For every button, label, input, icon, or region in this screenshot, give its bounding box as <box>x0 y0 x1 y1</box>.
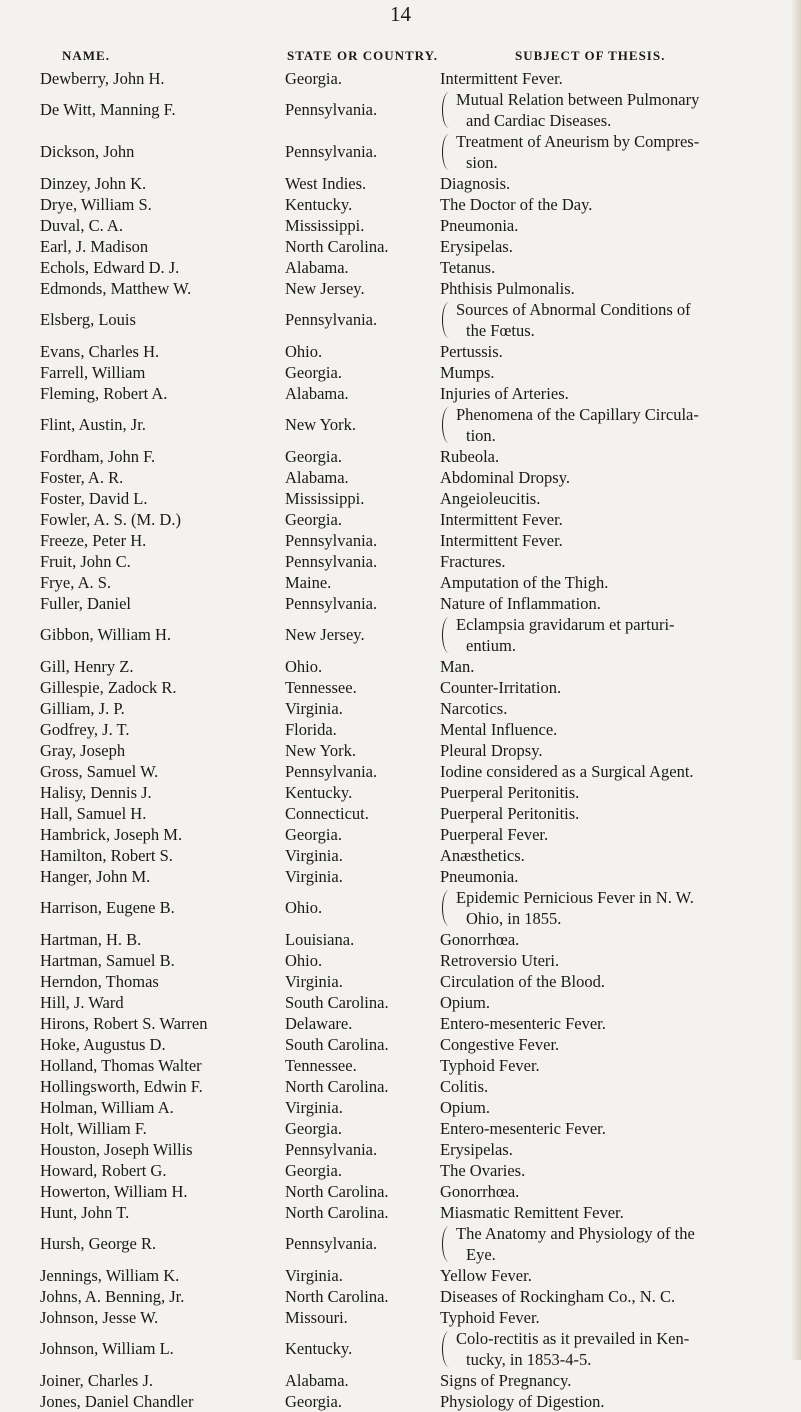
table-row <box>0 362 801 383</box>
thesis-subject <box>440 1034 790 1055</box>
student-name: Hamilton, Robert S. <box>40 846 173 865</box>
student-name: Hambrick, Joseph M. <box>40 825 183 844</box>
student-name: Fruit, John C. <box>40 552 131 571</box>
thesis-subject-line: Anæsthetics. <box>440 846 525 865</box>
student-name: Gilliam, J. P. <box>40 699 125 718</box>
thesis-subject <box>440 299 801 341</box>
student-name: Johnson, William L. <box>40 1339 174 1358</box>
table-row <box>0 131 801 173</box>
thesis-subject <box>440 362 790 383</box>
table-row <box>0 698 801 719</box>
thesis-subject-line: Eclampsia gravidarum et parturi- <box>456 615 675 634</box>
student-name: Holman, William A. <box>40 1098 174 1117</box>
table-row <box>0 89 801 131</box>
student-name: Echols, Edward D. J. <box>40 258 180 277</box>
student-name: Foster, David L. <box>40 489 148 508</box>
thesis-subject <box>440 677 790 698</box>
thesis-subject <box>440 236 790 257</box>
student-name: Hollingsworth, Edwin F. <box>40 1077 203 1096</box>
thesis-subject-line: Congestive Fever. <box>440 1035 560 1054</box>
table-row <box>0 68 801 89</box>
table-row <box>0 1160 801 1181</box>
thesis-subject-line: Opium. <box>440 993 490 1012</box>
table-row <box>0 866 801 887</box>
thesis-subject-line: Diseases of Rockingham Co., N. C. <box>440 1287 676 1306</box>
state-or-country: Georgia. <box>285 1119 342 1138</box>
column-header-name: NAME. <box>62 48 110 63</box>
thesis-subject-line: Intermittent Fever. <box>440 69 563 88</box>
table-row <box>0 824 801 845</box>
state-or-country: Tennessee. <box>285 1056 357 1075</box>
student-name: Frye, A. S. <box>40 573 112 592</box>
state-or-country: Pennsylvania. <box>285 552 378 571</box>
table-row <box>0 173 801 194</box>
thesis-subject <box>440 173 790 194</box>
student-name: Elsberg, Louis <box>40 310 136 329</box>
thesis-subject <box>440 698 790 719</box>
table-row <box>0 1055 801 1076</box>
register-table <box>0 68 801 1412</box>
thesis-subject-line: Angeioleucitis. <box>440 489 541 508</box>
thesis-subject <box>440 446 790 467</box>
student-name: Jennings, William K. <box>40 1266 180 1285</box>
student-name: Foster, A. R. <box>40 468 124 487</box>
table-row <box>0 488 801 509</box>
thesis-subject <box>440 68 790 89</box>
thesis-subject <box>440 341 790 362</box>
thesis-subject <box>440 530 790 551</box>
thesis-subject <box>440 1139 790 1160</box>
table-row <box>0 299 801 341</box>
thesis-subject <box>440 614 801 656</box>
thesis-subject <box>440 740 790 761</box>
table-row <box>0 1202 801 1223</box>
state-or-country: New York. <box>285 741 357 760</box>
student-name: De Witt, Manning F. <box>40 100 176 119</box>
table-row <box>0 656 801 677</box>
table-row <box>0 845 801 866</box>
thesis-subject-line: entium. <box>466 636 516 655</box>
state-or-country: Georgia. <box>285 69 342 88</box>
table-row <box>0 278 801 299</box>
student-name: Gibbon, William H. <box>40 625 172 644</box>
thesis-subject-line: Tetanus. <box>440 258 496 277</box>
table-row <box>0 551 801 572</box>
thesis-subject-line: Retroversio Uteri. <box>440 951 560 970</box>
state-or-country: Louisiana. <box>285 930 355 949</box>
student-name: Halisy, Dennis J. <box>40 783 152 802</box>
thesis-subject <box>440 215 790 236</box>
thesis-subject <box>440 950 790 971</box>
thesis-subject-line: Mutual Relation between Pulmonary <box>456 90 700 109</box>
thesis-subject-line: Counter-Irritation. <box>440 678 562 697</box>
state-or-country: Mississippi. <box>285 489 365 508</box>
thesis-subject <box>440 89 801 131</box>
thesis-subject-line: Colitis. <box>440 1077 489 1096</box>
thesis-subject-line: The Anatomy and Physiology of the <box>456 1224 695 1243</box>
state-or-country: Kentucky. <box>285 195 353 214</box>
state-or-country: Virginia. <box>285 1266 343 1285</box>
state-or-country: West Indies. <box>285 174 367 193</box>
student-name: Edmonds, Matthew W. <box>40 279 192 298</box>
thesis-subject-line: Typhoid Fever. <box>440 1056 540 1075</box>
table-row <box>0 1097 801 1118</box>
thesis-subject-line: Abdominal Dropsy. <box>440 468 571 487</box>
table-row <box>0 1223 801 1265</box>
thesis-subject-line: Phthisis Pulmonalis. <box>440 279 575 298</box>
thesis-subject <box>440 761 790 782</box>
table-row <box>0 572 801 593</box>
thesis-subject-line: Puerperal Peritonitis. <box>440 804 580 823</box>
thesis-subject <box>440 1370 790 1391</box>
thesis-subject <box>440 551 790 572</box>
thesis-subject <box>440 824 790 845</box>
table-row <box>0 1118 801 1139</box>
state-or-country: Georgia. <box>285 825 342 844</box>
state-or-country: Georgia. <box>285 1161 342 1180</box>
thesis-subject-line: Diagnosis. <box>440 174 511 193</box>
state-or-country: Missouri. <box>285 1308 348 1327</box>
state-or-country: Ohio. <box>285 657 323 676</box>
thesis-subject <box>440 1118 790 1139</box>
thesis-subject <box>440 131 801 173</box>
state-or-country: Alabama. <box>285 384 349 403</box>
state-or-country: Delaware. <box>285 1014 353 1033</box>
table-row <box>0 1391 801 1412</box>
thesis-subject <box>440 1391 790 1412</box>
state-or-country: Connecticut. <box>285 804 369 823</box>
state-or-country: Alabama. <box>285 258 349 277</box>
table-row <box>0 950 801 971</box>
student-name: Gray, Joseph <box>40 741 126 760</box>
state-or-country: Pennsylvania. <box>285 531 378 550</box>
table-row <box>0 1286 801 1307</box>
thesis-subject-line: Typhoid Fever. <box>440 1308 540 1327</box>
thesis-subject-line: Gonorrhœa. <box>440 930 520 949</box>
table-row <box>0 803 801 824</box>
student-name: Herndon, Thomas <box>40 972 159 991</box>
state-or-country: Alabama. <box>285 1371 349 1390</box>
state-or-country: Virginia. <box>285 972 343 991</box>
thesis-subject <box>440 803 790 824</box>
thesis-subject-line: Gonorrhœa. <box>440 1182 520 1201</box>
student-name: Hursh, George R. <box>40 1234 157 1253</box>
thesis-subject-line: and Cardiac Diseases. <box>466 111 612 130</box>
student-name: Hartman, H. B. <box>40 930 142 949</box>
table-row <box>0 341 801 362</box>
table-row <box>0 467 801 488</box>
state-or-country: Ohio. <box>285 898 323 917</box>
thesis-subject-line: Yellow Fever. <box>440 1266 532 1285</box>
thesis-subject <box>440 509 790 530</box>
state-or-country: Kentucky. <box>285 1339 353 1358</box>
state-or-country: North Carolina. <box>285 1287 389 1306</box>
thesis-subject-line: Fractures. <box>440 552 506 571</box>
thesis-subject-line: Pertussis. <box>440 342 503 361</box>
thesis-subject <box>440 1076 790 1097</box>
thesis-subject-line: Eye. <box>466 1245 496 1264</box>
thesis-subject-line: Narcotics. <box>440 699 508 718</box>
table-row <box>0 1034 801 1055</box>
thesis-subject-line: Erysipelas. <box>440 237 513 256</box>
thesis-subject <box>440 929 790 950</box>
thesis-subject-line: Intermittent Fever. <box>440 531 563 550</box>
student-name: Johns, A. Benning, Jr. <box>40 1287 185 1306</box>
state-or-country: North Carolina. <box>285 237 389 256</box>
table-row <box>0 1181 801 1202</box>
state-or-country: North Carolina. <box>285 1203 389 1222</box>
state-or-country: Pennsylvania. <box>285 1234 378 1253</box>
thesis-subject-line: Rubeola. <box>440 447 500 466</box>
column-header-subject: SUBJECT OF THESIS. <box>515 48 666 63</box>
student-name: Johnson, Jesse W. <box>40 1308 159 1327</box>
state-or-country: Ohio. <box>285 342 323 361</box>
student-name: Joiner, Charles J. <box>40 1371 153 1390</box>
student-name: Holt, William F. <box>40 1119 147 1138</box>
student-name: Houston, Joseph Willis <box>40 1140 193 1159</box>
thesis-subject <box>440 887 801 929</box>
thesis-subject-line: Iodine considered as a Surgical Agent. <box>440 762 694 781</box>
state-or-country: Ohio. <box>285 951 323 970</box>
student-name: Evans, Charles H. <box>40 342 160 361</box>
state-or-country: Virginia. <box>285 1098 343 1117</box>
thesis-subject-line: sion. <box>466 153 498 172</box>
student-name: Gill, Henry Z. <box>40 657 134 676</box>
student-name: Holland, Thomas Walter <box>40 1056 202 1075</box>
student-name: Gillespie, Zadock R. <box>40 678 177 697</box>
thesis-subject <box>440 719 790 740</box>
student-name: Farrell, William <box>40 363 146 382</box>
student-name: Harrison, Eugene B. <box>40 898 175 917</box>
student-name: Drye, William S. <box>40 195 152 214</box>
thesis-subject <box>440 1286 790 1307</box>
state-or-country: New Jersey. <box>285 625 365 644</box>
student-name: Howerton, William H. <box>40 1182 188 1201</box>
thesis-subject-line: Colo-rectitis as it prevailed in Ken- <box>456 1329 690 1348</box>
state-or-country: North Carolina. <box>285 1077 389 1096</box>
thesis-subject-line: Physiology of Digestion. <box>440 1392 605 1411</box>
state-or-country: Georgia. <box>285 1392 342 1411</box>
thesis-subject <box>440 1097 790 1118</box>
table-row <box>0 383 801 404</box>
student-name: Duval, C. A. <box>40 216 123 235</box>
table-row <box>0 1013 801 1034</box>
student-name: Hirons, Robert S. Warren <box>40 1014 208 1033</box>
table-row <box>0 1139 801 1160</box>
thesis-subject-line: Man. <box>440 657 475 676</box>
page-number: 14 <box>390 2 411 26</box>
student-name: Hoke, Augustus D. <box>40 1035 166 1054</box>
table-row <box>0 215 801 236</box>
student-name: Dewberry, John H. <box>40 69 165 88</box>
student-name: Hill, J. Ward <box>40 993 124 1012</box>
thesis-subject-line: Signs of Pregnancy. <box>440 1371 572 1390</box>
student-name: Fowler, A. S. (M. D.) <box>40 510 181 529</box>
state-or-country: Mississippi. <box>285 216 365 235</box>
thesis-subject <box>440 782 790 803</box>
state-or-country: South Carolina. <box>285 1035 389 1054</box>
thesis-subject <box>440 845 790 866</box>
thesis-subject <box>440 257 790 278</box>
page-edge-shadow <box>791 0 801 1360</box>
thesis-subject <box>440 572 790 593</box>
state-or-country: Pennsylvania. <box>285 1140 378 1159</box>
table-row <box>0 404 801 446</box>
thesis-subject-line: Pleural Dropsy. <box>440 741 543 760</box>
thesis-subject <box>440 866 790 887</box>
student-name: Earl, J. Madison <box>40 237 149 256</box>
state-or-country: Pennsylvania. <box>285 100 378 119</box>
table-row <box>0 992 801 1013</box>
state-or-country: North Carolina. <box>285 1182 389 1201</box>
thesis-subject-line: tion. <box>466 426 496 445</box>
thesis-subject-line: Mental Influence. <box>440 720 558 739</box>
table-row <box>0 593 801 614</box>
thesis-subject <box>440 194 790 215</box>
state-or-country: Alabama. <box>285 468 349 487</box>
state-or-country: Georgia. <box>285 363 342 382</box>
thesis-subject <box>440 1055 790 1076</box>
thesis-subject <box>440 278 790 299</box>
state-or-country: Florida. <box>285 720 337 739</box>
thesis-subject <box>440 488 790 509</box>
table-row <box>0 929 801 950</box>
state-or-country: Maine. <box>285 573 332 592</box>
thesis-subject <box>440 971 790 992</box>
student-name: Howard, Robert G. <box>40 1161 167 1180</box>
thesis-subject-line: Miasmatic Remittent Fever. <box>440 1203 624 1222</box>
table-row <box>0 236 801 257</box>
state-or-country: Tennessee. <box>285 678 357 697</box>
thesis-subject <box>440 404 801 446</box>
thesis-subject <box>440 1013 790 1034</box>
thesis-subject-line: The Doctor of the Day. <box>440 195 593 214</box>
state-or-country: South Carolina. <box>285 993 389 1012</box>
table-row <box>0 971 801 992</box>
table-row <box>0 1307 801 1328</box>
table-row <box>0 740 801 761</box>
table-row <box>0 1265 801 1286</box>
thesis-subject-line: The Ovaries. <box>440 1161 526 1180</box>
student-name: Gross, Samuel W. <box>40 762 159 781</box>
thesis-subject <box>440 992 790 1013</box>
student-name: Hunt, John T. <box>40 1203 130 1222</box>
table-row <box>0 887 801 929</box>
student-name: Fordham, John F. <box>40 447 156 466</box>
student-name: Jones, Daniel Chandler <box>40 1392 194 1411</box>
state-or-country: Virginia. <box>285 699 343 718</box>
thesis-subject <box>440 467 790 488</box>
thesis-subject-line: Phenomena of the Capillary Circula- <box>456 405 699 424</box>
state-or-country: Pennsylvania. <box>285 310 378 329</box>
thesis-subject <box>440 1328 801 1370</box>
state-or-country: Pennsylvania. <box>285 762 378 781</box>
state-or-country: Pennsylvania. <box>285 594 378 613</box>
thesis-subject <box>440 593 790 614</box>
state-or-country: New Jersey. <box>285 279 365 298</box>
student-name: Dinzey, John K. <box>40 174 147 193</box>
thesis-subject-line: Injuries of Arteries. <box>440 384 569 403</box>
state-or-country: Virginia. <box>285 846 343 865</box>
thesis-subject-line: Entero-mesenteric Fever. <box>440 1014 606 1033</box>
student-name: Fleming, Robert A. <box>40 384 168 403</box>
state-or-country: Virginia. <box>285 867 343 886</box>
thesis-subject-line: Puerperal Fever. <box>440 825 549 844</box>
student-name: Fuller, Daniel <box>40 594 131 613</box>
student-name: Hall, Samuel H. <box>40 804 147 823</box>
table-row <box>0 782 801 803</box>
table-row <box>0 194 801 215</box>
table-row <box>0 446 801 467</box>
state-or-country: Pennsylvania. <box>285 142 378 161</box>
state-or-country: New York. <box>285 415 357 434</box>
student-name: Flint, Austin, Jr. <box>40 415 146 434</box>
thesis-subject <box>440 383 790 404</box>
table-row <box>0 719 801 740</box>
thesis-subject <box>440 656 790 677</box>
student-name: Hartman, Samuel B. <box>40 951 175 970</box>
table-row <box>0 1328 801 1370</box>
thesis-subject <box>440 1223 801 1265</box>
thesis-subject-line: the Fœtus. <box>466 321 535 340</box>
thesis-subject <box>440 1265 790 1286</box>
thesis-subject-line: Entero-mesenteric Fever. <box>440 1119 606 1138</box>
student-name: Godfrey, J. T. <box>40 720 130 739</box>
thesis-subject-line: Epidemic Pernicious Fever in N. W. <box>456 888 694 907</box>
state-or-country: Kentucky. <box>285 783 353 802</box>
student-name: Freeze, Peter H. <box>40 531 147 550</box>
thesis-subject-line: Nature of Inflammation. <box>440 594 601 613</box>
state-or-country: Georgia. <box>285 510 342 529</box>
student-name: Hanger, John M. <box>40 867 151 886</box>
thesis-subject-line: Amputation of the Thigh. <box>440 573 609 592</box>
thesis-subject-line: Ohio, in 1855. <box>466 909 562 928</box>
thesis-subject-line: Puerperal Peritonitis. <box>440 783 580 802</box>
student-name: Dickson, John <box>40 142 135 161</box>
state-or-country: Georgia. <box>285 447 342 466</box>
thesis-subject-line: Erysipelas. <box>440 1140 513 1159</box>
thesis-subject-line: tucky, in 1853-4-5. <box>466 1350 592 1369</box>
thesis-subject-line: Mumps. <box>440 363 495 382</box>
table-row <box>0 1370 801 1391</box>
column-header-state: STATE OR COUNTRY. <box>287 48 439 63</box>
table-row <box>0 530 801 551</box>
thesis-subject <box>440 1202 790 1223</box>
table-row <box>0 761 801 782</box>
table-row <box>0 257 801 278</box>
table-row <box>0 614 801 656</box>
thesis-subject-line: Pneumonia. <box>440 216 519 235</box>
thesis-subject-line: Pneumonia. <box>440 867 519 886</box>
thesis-subject <box>440 1307 790 1328</box>
thesis-subject-line: Opium. <box>440 1098 490 1117</box>
thesis-subject-line: Circulation of the Blood. <box>440 972 605 991</box>
thesis-subject-line: Sources of Abnormal Conditions of <box>456 300 691 319</box>
thesis-subject-line: Intermittent Fever. <box>440 510 563 529</box>
thesis-subject-line: Treatment of Aneurism by Compres- <box>456 132 700 151</box>
table-row <box>0 509 801 530</box>
table-row <box>0 677 801 698</box>
thesis-subject <box>440 1181 790 1202</box>
table-row <box>0 1076 801 1097</box>
thesis-subject <box>440 1160 790 1181</box>
